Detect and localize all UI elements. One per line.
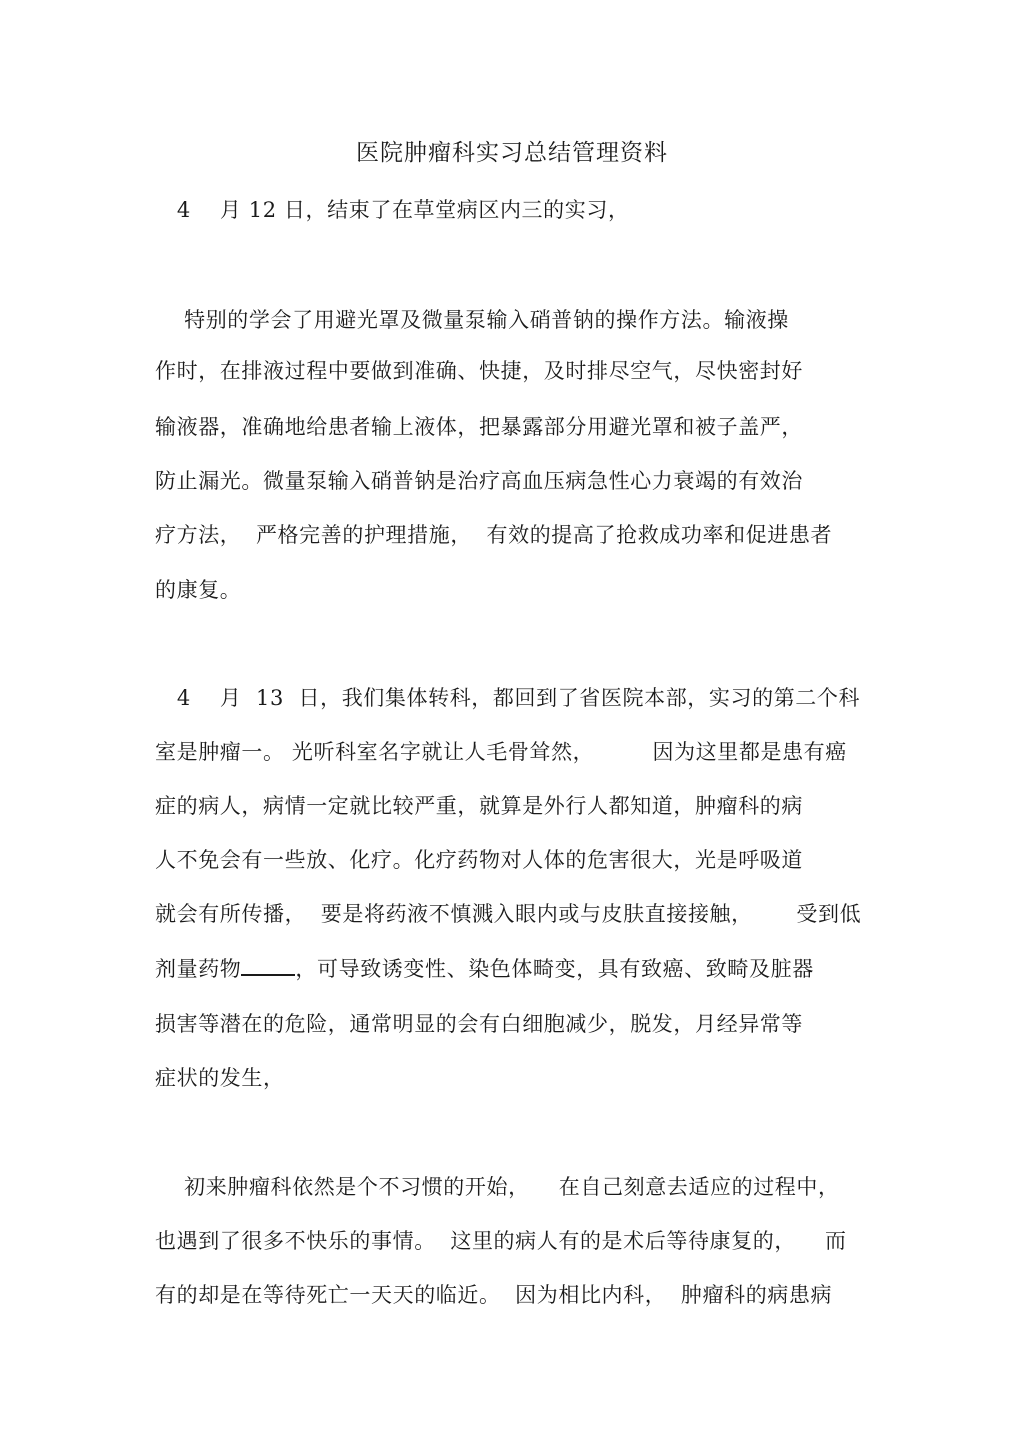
paragraph-line: 人不免会有一些放、化疗。化疗药物对人体的危害很大，光是呼吸道 (155, 848, 803, 872)
fill-in-blank (241, 956, 295, 976)
paragraph-line: 4 月 13 日，我们集体转科，都回到了省医院本部，实习的第二个科 (155, 686, 861, 710)
paragraph-line: 症状的发生， (155, 1066, 285, 1090)
paragraph-line: 输液器，准确地给患者输上液体，把暴露部分用避光罩和被子盖严， (155, 415, 803, 439)
paragraph-line: 也遇到了很多不快乐的事情。 这里的病人有的是术后等待康复的， 而 (155, 1229, 847, 1253)
paragraph-line: 损害等潜在的危险，通常明显的会有白细胞减少，脱发，月经异常等 (155, 1012, 803, 1036)
paragraph-line: 4 月 12 日，结束了在草堂病区内三的实习， (155, 198, 630, 222)
paragraph-line-with-blank (155, 954, 814, 984)
page-title: 医院肿瘤科实习总结管理资料 (356, 140, 668, 166)
paragraph-line: 作时，在排液过程中要做到准确、快捷，及时排尽空气，尽快密封好 (155, 359, 803, 383)
paragraph-line: 室是肿瘤一。 光听科室名字就让人毛骨耸然， 因为这里都是患有癌 (155, 740, 847, 764)
paragraph-line: 疗方法， 严格完善的护理措施， 有效的提高了抢救成功率和促进患者 (155, 523, 833, 547)
blank-line-after: ，可导致诱变性、染色体畸变，具有致癌、致畸及脏器 (295, 957, 814, 981)
paragraph-line: 防止漏光。微量泵输入硝普钠是治疗高血压病急性心力衰竭的有效治 (155, 469, 803, 493)
paragraph-line: 就会有所传播， 要是将药液不慎溅入眼内或与皮肤直接接触， 受到低 (155, 902, 862, 926)
paragraph-line: 初来肿瘤科依然是个不习惯的开始， 在自己刻意去适应的过程中， (155, 1175, 840, 1199)
paragraph-line: 症的病人，病情一定就比较严重，就算是外行人都知道，肿瘤科的病 (155, 794, 803, 818)
paragraph-line: 特别的学会了用避光罩及微量泵输入硝普钠的操作方法。输液操 (155, 308, 789, 332)
paragraph-line: 有的却是在等待死亡一天天的临近。 因为相比内科， 肿瘤科的病患病 (155, 1283, 833, 1307)
blank-line-before: 剂量药物 (155, 957, 242, 981)
paragraph-line: 的康复。 (155, 578, 242, 602)
